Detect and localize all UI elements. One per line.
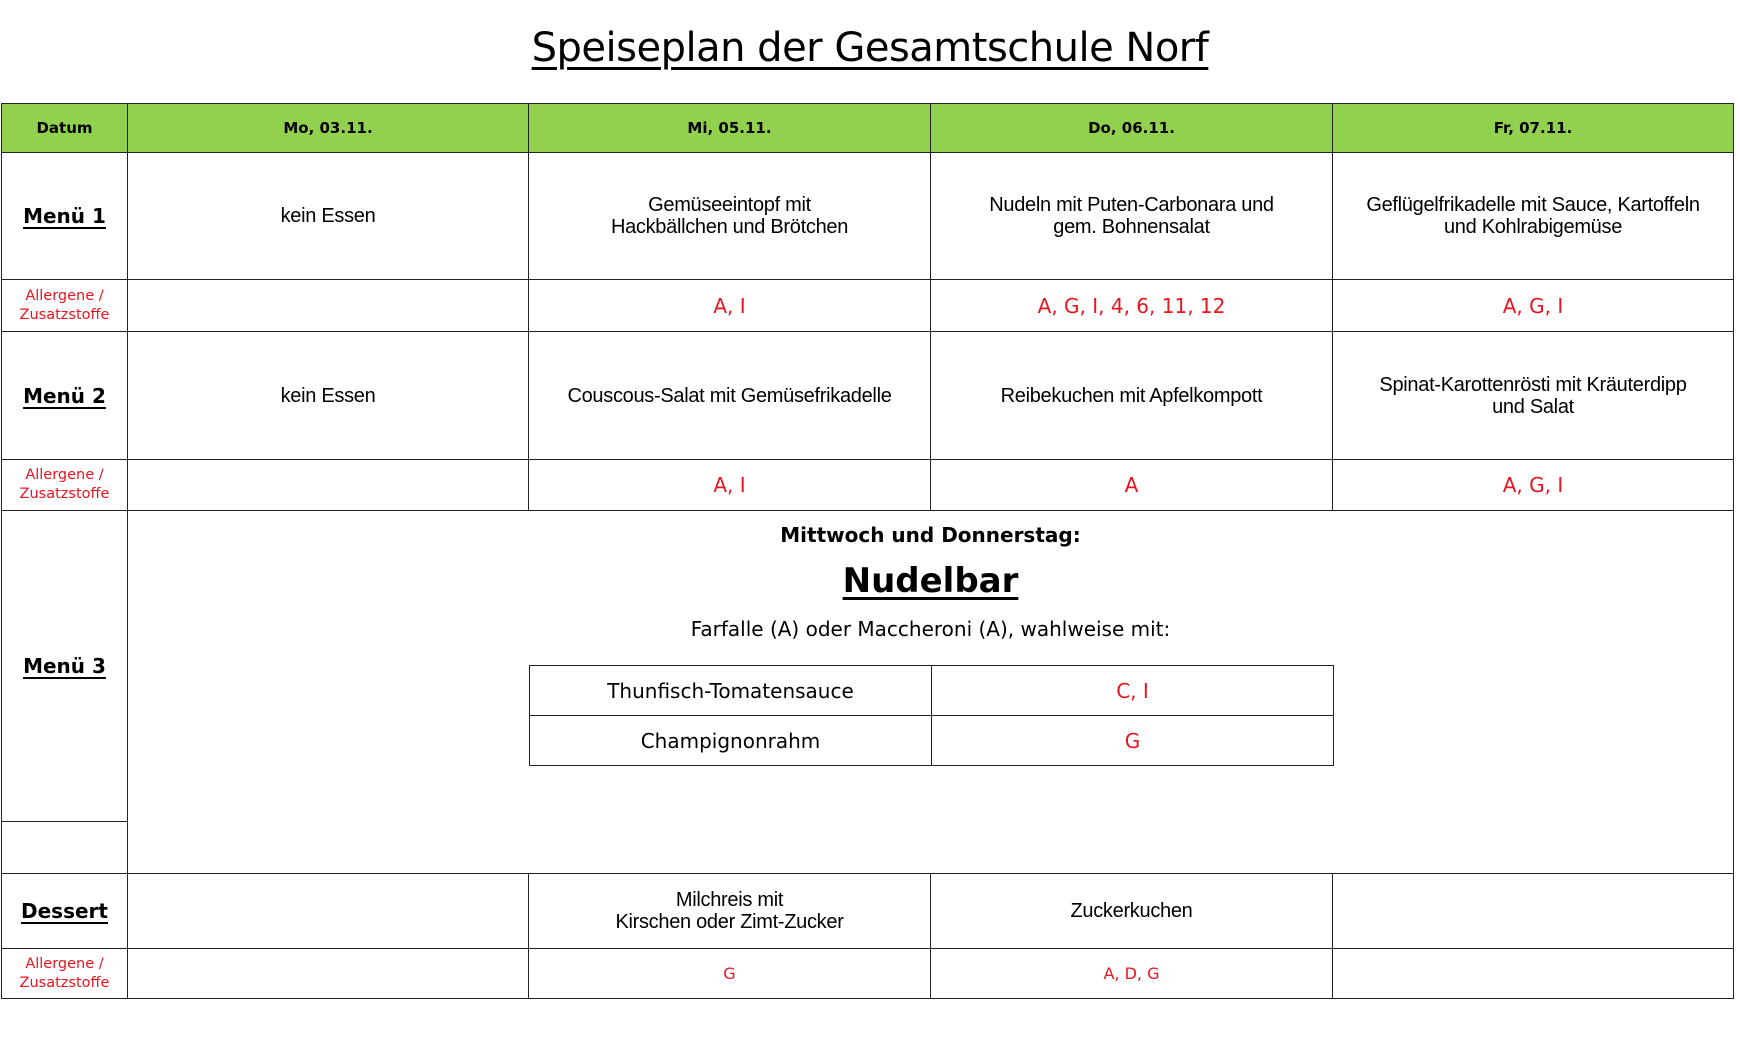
menu2-allergen-do: A [931,460,1333,511]
dessert-allergen-mo [128,949,529,999]
menu1-allergen-do: A, G, I, 4, 6, 11, 12 [931,280,1333,332]
menu1-label: Menü 1 [23,204,106,228]
menu3-empty-label-cell [2,822,128,874]
menu3-label-cell [2,511,128,822]
dish-line: Gemüseeintopf mit [648,194,811,216]
dessert-label: Dessert [21,899,108,923]
dessert-label-cell [2,874,128,949]
menu2-label-cell [2,332,128,460]
page-title: Speiseplan der Gesamtschule Norf [531,25,1209,71]
dish-line: gem. Bohnensalat [1053,216,1210,238]
menu1-dish-do [931,153,1333,280]
header-datum: Datum [2,104,128,153]
menu2-dish-do [931,332,1333,460]
dish-line: kein Essen [280,205,376,227]
menu3-title: Nudelbar [842,561,1019,601]
menu3-row [2,511,1734,822]
allergen-label-line: Zusatzstoffe [19,974,110,991]
dish-line: und Kohlrabigemüse [1443,216,1623,238]
nudelbar-option-name: Champignonrahm [530,716,932,766]
menu3-heading: Mittwoch und Donnerstag: [780,523,1081,547]
menu1-dish-fr [1333,153,1734,280]
nudelbar-option-allergens: G [932,716,1334,766]
menu1-allergen-mi: A, I [529,280,931,332]
menu1-allergen-row [2,280,1734,332]
nudelbar-options-table [529,665,1334,766]
dessert-dish-do [931,874,1333,949]
menu3-nudelbar-cell [128,511,1734,874]
dessert-allergen-fr [1333,949,1734,999]
header-row [2,104,1734,153]
nudelbar-option-row [530,716,1334,766]
dish-line: Zuckerkuchen [1070,900,1193,922]
dish-line: und Salat [1492,395,1574,418]
dessert-dish-mi [529,874,931,949]
allergen-label-line: Zusatzstoffe [19,486,110,502]
menu1-row [2,153,1734,280]
menu3-label: Menü 3 [23,654,106,678]
dessert-dish-fr [1333,874,1734,949]
dessert-dish-mo [128,874,529,949]
dish-line: Couscous-Salat mit Gemüsefrikadelle [567,384,892,407]
menu1-label-cell [2,153,128,280]
menu1-dish-mo [128,153,529,280]
header-day-mo: Mo, 03.11. [128,104,529,153]
menu2-label: Menü 2 [23,383,106,408]
allergen-label-line: Allergene / [25,287,104,304]
menu2-dish-mo [128,332,529,460]
nudelbar-option-name: Thunfisch-Tomatensauce [530,666,932,716]
meal-plan-table [1,103,1734,999]
menu2-allergen-label [2,460,128,511]
dish-line: Hackbällchen und Brötchen [610,216,849,238]
dessert-allergen-row [2,949,1734,999]
menu1-allergen-fr: A, G, I [1333,280,1734,332]
menu1-allergen-mo [128,280,529,332]
allergen-label-line: Allergene / [25,467,104,483]
menu2-row [2,332,1734,460]
dessert-allergen-mi: G [529,949,931,999]
menu2-allergen-mi: A, I [529,460,931,511]
nudelbar-option-allergens: C, I [932,666,1334,716]
nudelbar-option-row [530,666,1334,716]
menu2-dish-mi [529,332,931,460]
menu2-allergen-fr: A, G, I [1333,460,1734,511]
dish-line: Geflügelfrikadelle mit Sauce, Kartoffeln [1366,194,1700,216]
header-day-fr: Fr, 07.11. [1333,104,1734,153]
dish-line: Nudeln mit Puten-Carbonara und [989,194,1274,216]
dish-line: Reibekuchen mit Apfelkompott [1000,384,1263,407]
header-day-mi: Mi, 05.11. [529,104,931,153]
dish-line: Kirschen oder Zimt-Zucker [615,911,844,933]
dish-line: Spinat-Karottenrösti mit Kräuterdipp [1379,373,1687,396]
menu2-allergen-row [2,460,1734,511]
dish-line: Milchreis mit [675,889,784,911]
menu1-dish-mi [529,153,931,280]
dish-line: kein Essen [280,384,376,407]
dessert-allergen-do: A, D, G [931,949,1333,999]
allergen-label-line: Allergene / [25,955,104,972]
menu2-dish-fr [1333,332,1734,460]
allergen-label-line: Zusatzstoffe [19,306,110,323]
dessert-allergen-label [2,949,128,999]
menu1-allergen-label [2,280,128,332]
menu3-subtitle: Farfalle (A) oder Maccheroni (A), wahlweise mit: [690,617,1171,641]
header-day-do: Do, 06.11. [931,104,1333,153]
dessert-row [2,874,1734,949]
menu2-allergen-mo [128,460,529,511]
